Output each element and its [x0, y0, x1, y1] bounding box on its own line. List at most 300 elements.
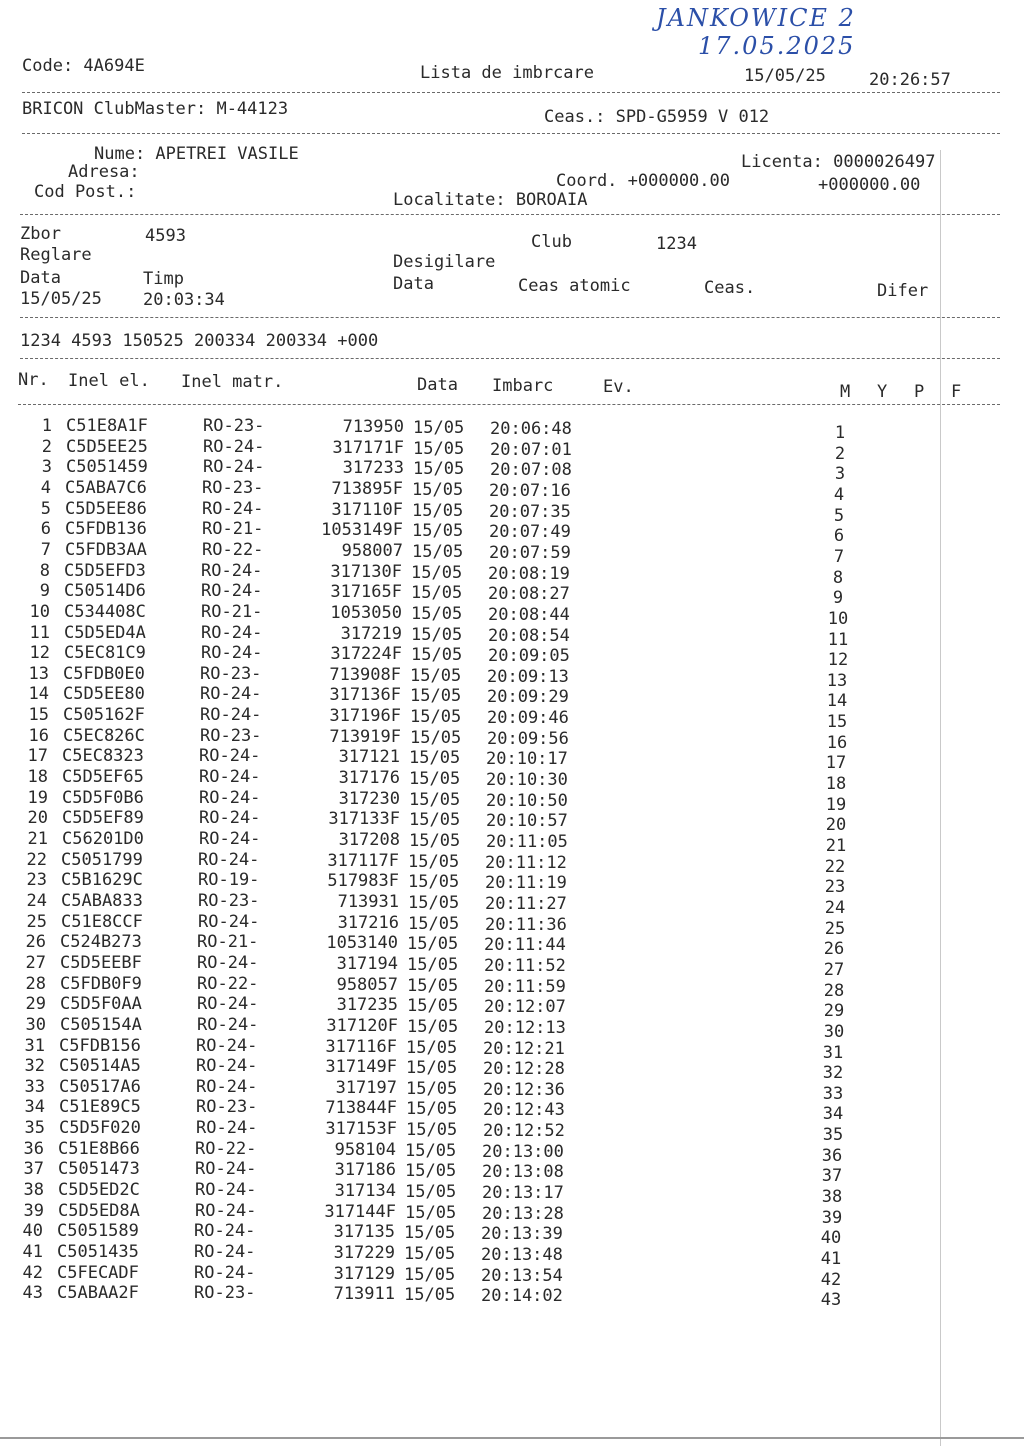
ring-prefix: RO-24-	[196, 1076, 258, 1097]
basketing-date: 15/05	[406, 1078, 458, 1099]
row-number: 4	[40, 477, 51, 498]
basketing-date: 15/05	[407, 996, 459, 1017]
basketing-date: 15/05	[408, 851, 460, 872]
m-value: 2	[834, 443, 846, 464]
clock-column-label: Ceas.	[704, 278, 756, 298]
basketing-date: 15/05	[405, 1202, 457, 1223]
ring-prefix: RO-23-	[200, 663, 262, 684]
table-row	[0, 1242, 871, 1269]
electronic-ring: C505162F	[63, 705, 145, 726]
basketing-time: 20:09:46	[487, 708, 569, 729]
basketing-time: 20:07:59	[489, 542, 571, 563]
electronic-ring: C5D5EE86	[65, 498, 147, 519]
row-number: 1	[41, 416, 52, 436]
ring-prefix: RO-24-	[195, 1200, 257, 1221]
ring-prefix: RO-24-	[196, 1118, 258, 1139]
table-row	[0, 1138, 872, 1166]
m-value: 17	[825, 753, 847, 774]
electronic-ring: C5D5EFD3	[64, 560, 146, 581]
club-label: Club	[531, 232, 572, 252]
col-header-f: F	[951, 382, 962, 402]
row-number: 24	[26, 890, 47, 911]
m-value: 11	[827, 629, 849, 650]
difference-label: Difer	[877, 281, 929, 301]
m-value: 14	[826, 691, 848, 712]
m-value: 30	[823, 1021, 845, 1042]
col-header-inel-el: Inel el.	[68, 371, 150, 391]
m-value: 21	[825, 836, 847, 856]
table-row	[0, 767, 876, 795]
electronic-ring: C5ABA7C6	[65, 477, 147, 498]
m-value: 36	[821, 1145, 843, 1166]
col-header-inel-matr: Inel matr.	[181, 372, 284, 392]
ring-prefix: RO-24-	[198, 849, 260, 870]
clock-label: Ceas.: SPD-G5959 V 012	[544, 107, 770, 127]
ring-prefix: RO-24-	[202, 498, 264, 519]
basketing-time: 20:07:08	[490, 460, 572, 481]
basketing-time: 20:11:19	[485, 873, 567, 894]
divider	[20, 214, 1000, 215]
row-number: 42	[22, 1262, 43, 1283]
table-row	[0, 829, 876, 856]
ring-number: 958057	[336, 974, 398, 995]
m-value: 22	[824, 856, 846, 877]
row-number: 26	[25, 932, 46, 953]
electronic-ring: C5ABA833	[61, 890, 143, 911]
row-number: 40	[22, 1221, 43, 1242]
address-label: Adresa:	[68, 162, 140, 182]
ring-prefix: RO-22-	[197, 973, 259, 994]
electronic-ring: C51E89C5	[59, 1097, 141, 1118]
table-row	[0, 1221, 871, 1249]
electronic-ring: C50514D6	[64, 581, 146, 602]
table-row	[0, 622, 878, 650]
ring-number: 317176	[338, 768, 400, 789]
ring-number: 317130F	[330, 561, 402, 582]
ring-prefix: RO-23-	[202, 477, 264, 498]
basketing-time: 20:11:05	[486, 832, 568, 852]
ring-prefix: RO-24-	[200, 705, 262, 726]
table-row	[0, 849, 875, 877]
basketing-time: 20:13:39	[481, 1224, 563, 1245]
row-number: 43	[22, 1283, 43, 1304]
ring-number: 317117F	[327, 850, 399, 871]
ring-prefix: RO-24-	[203, 457, 265, 478]
ring-prefix: RO-24-	[194, 1221, 256, 1242]
basketing-date: 15/05	[413, 418, 465, 438]
row-number: 6	[40, 519, 51, 540]
m-value: 41	[820, 1249, 842, 1269]
m-value: 7	[833, 546, 845, 567]
basketing-time: 20:13:48	[481, 1245, 563, 1265]
electronic-ring: C5051799	[61, 849, 143, 870]
basketing-time: 20:08:27	[488, 584, 570, 605]
basketing-time: 20:13:00	[482, 1141, 564, 1162]
basketing-date: 15/05	[411, 562, 463, 583]
row-number: 2	[41, 436, 52, 457]
electronic-ring: C5EC826C	[63, 725, 145, 746]
code-label: Code: 4A694E	[22, 56, 145, 76]
ring-number: 317149F	[325, 1057, 397, 1078]
electronic-ring: C534408C	[64, 601, 146, 622]
ring-number: 317186	[334, 1160, 396, 1181]
basketing-time: 20:10:57	[486, 811, 568, 832]
basketing-time: 20:12:43	[483, 1100, 565, 1121]
row-number: 17	[27, 746, 48, 767]
ring-number: 713908F	[329, 664, 401, 685]
electronic-ring: C56201D0	[62, 829, 144, 849]
basketing-time: 20:12:52	[483, 1121, 565, 1142]
basketing-date: 15/05	[409, 831, 461, 851]
basketing-time: 20:13:08	[482, 1162, 564, 1183]
ring-prefix: RO-24-	[199, 829, 261, 849]
table-row	[0, 581, 878, 609]
electronic-ring: C51E8A1F	[66, 416, 148, 436]
table-row	[0, 890, 875, 918]
row-number: 13	[28, 663, 49, 684]
m-value: 38	[821, 1187, 843, 1208]
coordinates-2: +000000.00	[818, 175, 921, 195]
m-value: 23	[824, 877, 846, 898]
row-number: 27	[25, 952, 46, 973]
postal-code-label: Cod Post.:	[34, 182, 137, 202]
coordinates: Coord. +000000.00	[556, 171, 730, 191]
electronic-ring: C5D5EE25	[66, 436, 148, 457]
ring-number: 317208	[338, 830, 400, 850]
table-row	[0, 601, 878, 629]
basketing-date: 15/05	[405, 1161, 457, 1182]
basketing-time: 20:12:21	[483, 1038, 565, 1059]
col-header-data: Data	[417, 375, 458, 395]
row-number: 21	[27, 829, 48, 849]
table-row	[0, 1262, 871, 1290]
col-header-imbarc: Imbarc	[492, 376, 554, 396]
m-value: 4	[833, 484, 845, 505]
ring-prefix: RO-24-	[201, 643, 263, 664]
ring-number: 317233	[342, 458, 404, 479]
ring-number: 317116F	[325, 1036, 397, 1057]
row-number: 33	[24, 1076, 45, 1097]
basketing-date: 15/05	[412, 500, 464, 521]
electronic-ring: C51E8CCF	[61, 911, 143, 932]
ring-prefix: RO-24-	[199, 767, 261, 788]
basketing-date: 15/05	[405, 1182, 457, 1203]
ring-prefix: RO-24-	[197, 952, 259, 973]
table-row	[0, 643, 878, 671]
electronic-ring: C5051459	[66, 457, 148, 478]
ring-prefix: RO-24-	[199, 787, 261, 808]
basketing-date: 15/05	[407, 934, 459, 955]
m-value: 40	[820, 1228, 842, 1249]
ring-number: 958007	[341, 540, 403, 561]
m-value: 35	[822, 1125, 844, 1146]
m-value: 34	[822, 1104, 844, 1125]
table-row	[0, 436, 880, 464]
ring-prefix: RO-21-	[201, 601, 263, 622]
table-row	[0, 498, 879, 526]
electronic-ring: C5D5ED4A	[64, 622, 146, 643]
electronic-ring: C5D5EE80	[63, 684, 145, 705]
basketing-time: 20:07:01	[490, 439, 572, 460]
ring-prefix: RO-24-	[194, 1262, 256, 1283]
basketing-date: 15/05	[406, 1058, 458, 1079]
table-row	[0, 1097, 873, 1125]
print-date: 15/05/25	[744, 66, 826, 86]
basketing-date: 15/05	[407, 975, 459, 996]
table-row	[0, 787, 876, 815]
ring-number: 713911	[333, 1284, 395, 1305]
ring-number: 317129	[333, 1263, 395, 1284]
ring-number: 317134	[334, 1181, 396, 1202]
basketing-date: 15/05	[411, 645, 463, 666]
row-number: 30	[25, 1014, 46, 1035]
ring-number: 317216	[337, 912, 399, 933]
ring-number: 317196F	[329, 706, 401, 727]
basketing-time: 20:11:59	[484, 976, 566, 997]
row-number: 12	[29, 643, 50, 664]
row-number: 35	[24, 1118, 45, 1139]
m-value: 25	[824, 918, 846, 939]
m-value: 29	[823, 1001, 845, 1022]
electronic-ring: C5D5EEBF	[60, 952, 142, 973]
basketing-time: 20:10:50	[486, 790, 568, 811]
basketing-date: 15/05	[408, 892, 460, 913]
club-number: 1234	[656, 234, 697, 254]
row-number: 20	[27, 808, 48, 829]
basketing-time: 20:09:13	[487, 666, 569, 687]
ring-prefix: RO-21-	[202, 519, 264, 540]
flight-label: Zbor	[20, 224, 61, 244]
electronic-ring: C5EC8323	[62, 746, 144, 767]
ring-number: 317224F	[330, 644, 402, 665]
table-row	[0, 932, 874, 960]
m-value: 42	[820, 1269, 842, 1290]
electronic-ring: C5FDB3AA	[65, 539, 147, 560]
m-value: 24	[824, 897, 846, 918]
m-value: 18	[825, 774, 847, 795]
m-value: 37	[821, 1166, 843, 1187]
table-row	[0, 1159, 872, 1187]
divider	[20, 358, 1000, 359]
table-row	[0, 952, 874, 980]
electronic-ring: C5FDB136	[65, 519, 147, 540]
basketing-date: 15/05	[404, 1223, 456, 1244]
table-row	[0, 560, 878, 588]
electronic-ring: C5D5F0AA	[60, 994, 142, 1015]
electronic-ring: C5D5F020	[59, 1118, 141, 1139]
basketing-time: 20:11:36	[485, 914, 567, 935]
clubmaster-label: BRICON ClubMaster: M-44123	[22, 99, 289, 119]
handwritten-location: JANKOWICE 2	[656, 4, 856, 32]
row-number: 28	[25, 973, 46, 994]
ring-number: 317235	[336, 995, 398, 1016]
ring-prefix: RO-24-	[198, 911, 260, 932]
m-value: 8	[832, 567, 844, 588]
basketing-date: 15/05	[412, 521, 464, 542]
table-row	[0, 911, 875, 939]
ring-number: 317136F	[329, 685, 401, 706]
basketing-time: 20:11:12	[485, 852, 567, 873]
basketing-time: 20:13:17	[482, 1183, 564, 1204]
ring-number: 713844F	[325, 1098, 397, 1119]
row-number: 34	[24, 1097, 45, 1118]
ring-number: 713919F	[329, 726, 401, 747]
flight-summary-line: 1234 4593 150525 200334 200334 +000	[20, 331, 379, 351]
table-row	[0, 1056, 873, 1084]
table-row	[0, 663, 877, 691]
m-value: 3	[834, 464, 846, 485]
row-number: 14	[28, 684, 49, 705]
row-number: 3	[41, 457, 52, 478]
basketing-date: 15/05	[407, 1016, 459, 1037]
col-header-p: P	[914, 382, 925, 402]
handwritten-date: 17.05.2025	[698, 32, 856, 60]
basketing-date: 15/05	[411, 603, 463, 624]
ring-prefix: RO-24-	[200, 684, 262, 705]
basketing-time: 20:07:16	[489, 480, 571, 501]
table-row	[0, 1035, 873, 1063]
basketing-date: 15/05	[409, 789, 461, 810]
m-value: 26	[823, 939, 845, 960]
basketing-time: 20:12:28	[483, 1059, 565, 1080]
ring-number: 713950	[342, 417, 404, 437]
table-row	[0, 973, 874, 1001]
electronic-ring: C5FDB156	[59, 1035, 141, 1056]
table-row	[0, 477, 879, 505]
row-number: 19	[27, 787, 48, 808]
table-row	[0, 539, 879, 567]
row-number: 7	[40, 539, 51, 560]
m-value: 27	[823, 959, 845, 980]
m-value: 39	[821, 1207, 843, 1228]
m-value: 9	[832, 588, 844, 609]
electronic-ring: C5051435	[57, 1242, 139, 1262]
electronic-ring: C5EC81C9	[64, 643, 146, 664]
m-value: 32	[822, 1063, 844, 1084]
m-value: 12	[827, 650, 849, 671]
basketing-date: 15/05	[405, 1140, 457, 1161]
ring-prefix: RO-24-	[201, 581, 263, 602]
basketing-date: 15/05	[404, 1244, 456, 1264]
table-row	[0, 1014, 874, 1042]
basketing-date: 15/05	[410, 707, 462, 728]
row-number: 23	[26, 870, 47, 891]
m-value: 43	[820, 1290, 842, 1311]
ring-prefix: RO-19-	[198, 870, 260, 891]
ring-number: 317229	[333, 1243, 395, 1263]
basketing-time: 20:11:27	[485, 893, 567, 914]
row-number: 5	[40, 498, 51, 519]
time-label: Timp	[143, 269, 184, 289]
ring-prefix: RO-23-	[198, 890, 260, 911]
basketing-time: 20:14:02	[481, 1286, 563, 1307]
m-value: 31	[822, 1042, 844, 1063]
electronic-ring: C5D5ED8A	[58, 1200, 140, 1221]
basketing-date: 15/05	[404, 1264, 456, 1285]
table-row	[0, 870, 875, 898]
row-number: 16	[28, 725, 49, 746]
electronic-ring: C5FDB0F9	[60, 973, 142, 994]
ring-prefix: RO-24-	[201, 560, 263, 581]
ring-prefix: RO-23-	[200, 725, 262, 746]
basketing-time: 20:09:56	[487, 728, 569, 749]
document-title: Lista de imbrcare	[420, 63, 594, 83]
ring-number: 958104	[334, 1139, 396, 1160]
license: Licenta: 0000026497	[741, 152, 936, 172]
atomic-clock-label: Ceas atomic	[518, 276, 631, 296]
basketing-date: 15/05	[404, 1285, 456, 1306]
divider	[22, 92, 1000, 93]
col-header-m: M	[840, 382, 851, 402]
scan-edge-line	[940, 150, 941, 1446]
basketing-time: 20:08:44	[488, 604, 570, 625]
col-header-nr: Nr.	[18, 370, 49, 390]
basketing-time: 20:07:35	[489, 501, 571, 522]
basketing-time: 20:09:29	[487, 687, 569, 708]
divider	[18, 404, 1000, 405]
table-row	[0, 994, 874, 1022]
table-row	[0, 808, 876, 836]
basketing-time: 20:07:49	[489, 522, 571, 543]
basketing-date: 15/05	[413, 459, 465, 480]
ring-number: 517983F	[327, 871, 399, 892]
table-row	[0, 705, 877, 733]
row-number: 37	[23, 1159, 44, 1180]
row-number: 18	[27, 767, 48, 788]
electronic-ring: C5D5EF65	[62, 767, 144, 788]
basketing-time: 20:12:36	[483, 1079, 565, 1100]
table-row	[0, 1283, 871, 1311]
ring-prefix: RO-24-	[196, 1035, 258, 1056]
basketing-time: 20:11:52	[484, 955, 566, 976]
table-row	[0, 457, 880, 485]
row-number: 11	[29, 622, 50, 643]
basketing-time: 20:12:13	[484, 1017, 566, 1038]
basketing-time: 20:08:54	[488, 625, 570, 646]
basketing-time: 20:06:48	[490, 419, 572, 439]
flight-number: 4593	[145, 226, 186, 246]
divider	[20, 317, 1000, 318]
ring-prefix: RO-23-	[194, 1283, 256, 1304]
m-value: 33	[822, 1083, 844, 1104]
basketing-date: 15/05	[411, 583, 463, 604]
row-number: 31	[24, 1035, 45, 1056]
row-number: 8	[39, 560, 50, 581]
table-row	[0, 519, 879, 547]
basketing-time: 20:13:28	[482, 1203, 564, 1224]
ring-number: 317110F	[331, 499, 403, 520]
setting-date: 15/05/25	[20, 289, 102, 309]
divider	[22, 133, 1000, 134]
ring-prefix: RO-24-	[194, 1242, 256, 1262]
basketing-date: 15/05	[411, 624, 463, 645]
ring-prefix: RO-24-	[197, 1014, 259, 1035]
ring-prefix: RO-22-	[202, 539, 264, 560]
basketing-date: 15/05	[410, 727, 462, 748]
electronic-ring: C50517A6	[59, 1076, 141, 1097]
ring-number: 317144F	[324, 1201, 396, 1222]
basketing-time: 20:11:44	[484, 935, 566, 956]
electronic-ring: C5051473	[58, 1159, 140, 1180]
table-row	[0, 1180, 872, 1208]
basketing-time: 20:08:19	[488, 563, 570, 584]
electronic-ring: C5ABAA2F	[57, 1283, 139, 1304]
ring-number: 317133F	[328, 809, 400, 830]
electronic-ring: C51E8B66	[58, 1138, 140, 1159]
ring-number: 317171F	[332, 437, 404, 458]
ring-prefix: RO-22-	[195, 1138, 257, 1159]
m-value: 19	[825, 794, 847, 815]
